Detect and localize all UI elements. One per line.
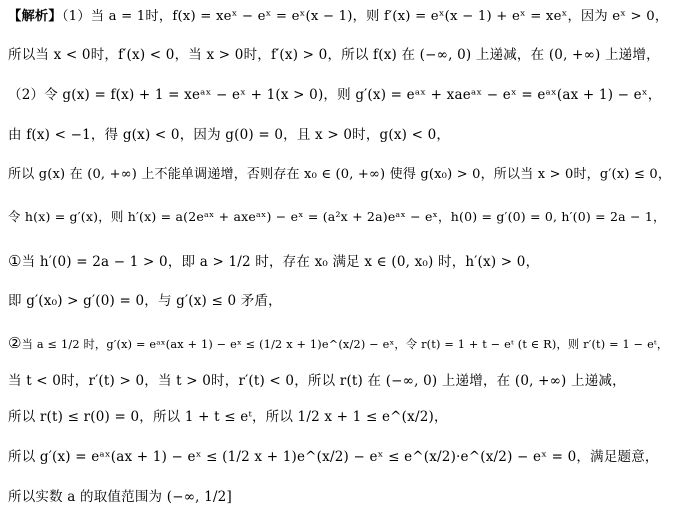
solution-text: 所以当 x < 0时，f′(x) < 0，当 x > 0时，f′(x) > 0，所以 f(x) 在 (−∞, 0) 上递减，在 (0, +∞) 上递增， bbox=[8, 47, 660, 63]
solution-line-13 bbox=[8, 488, 677, 506]
solution-text: 由 f(x) < −1，得 g(x) < 0，因为 g(0) = 0，且 x > 0时，g(x) < 0， bbox=[8, 127, 451, 143]
solution-line-9 bbox=[8, 334, 677, 354]
solution-line-5 bbox=[8, 166, 677, 184]
solution-text: 所以 g′(x) = eᵃˣ(ax + 1) − eˣ ≤ (1/2 x + 1)e^(x/2) − eˣ ≤ e^(x/2)·e^(x/2) − eˣ = 0，满足题意， bbox=[8, 449, 659, 465]
solution-text: （2）令 g(x) = f(x) + 1 = xeᵃˣ − eˣ + 1(x > 0)，则 g′(x) = eᵃˣ + xaeᵃˣ − eˣ = eᵃˣ(ax + 1) − eˣ， bbox=[8, 87, 662, 103]
solution-text: 当 h′(0) = 2a − 1 > 0，即 a > 1/2 时，存在 x₀ 满足 x ∈ (0, x₀) 时，h′(x) > 0， bbox=[21, 254, 540, 270]
solution-text: 令 h(x) = g′(x)，则 h′(x) = a(2eᵃˣ + axeᵃˣ) − eˣ = (a²x + 2a)eᵃˣ − eˣ，h(0) = g′(0) = 0, h′(0) = 2a − 1， bbox=[8, 209, 666, 224]
solution-line-7 bbox=[8, 252, 677, 271]
solution-line-10 bbox=[8, 372, 677, 390]
solution-text: 当 a ≤ 1/2 时，g′(x) = eᵃˣ(ax + 1) − eˣ ≤ (1/2 x + 1)e^(x/2) − eˣ，令 r(t) = 1 + t − eᵗ (t ∈ R)，则 r′(t) = 1 − eᵗ， bbox=[21, 338, 669, 351]
solution-text: 即 g′(x₀) > g′(0) = 0，与 g′(x) ≤ 0 矛盾， bbox=[8, 293, 282, 309]
solution-line-4 bbox=[8, 126, 677, 144]
solution-text: 所以 r(t) ≤ r(0) = 0，所以 1 + t ≤ eᵗ，所以 1/2 x + 1 ≤ e^(x/2)， bbox=[8, 409, 448, 425]
solution-line-3 bbox=[8, 86, 677, 104]
solution-line-6 bbox=[8, 208, 677, 226]
solution-text: 当 t < 0时，r′(t) > 0，当 t > 0时，r′(t) < 0，所以 r(t) 在 (−∞, 0) 上递增，在 (0, +∞) 上递减， bbox=[8, 373, 626, 389]
case-2-marker: ② bbox=[8, 334, 22, 352]
solution-line-12 bbox=[8, 448, 677, 466]
solution-text: 所以 g(x) 在 (0, +∞) 上不能单调递增，否则存在 x₀ ∈ (0, +∞) 使得 g(x₀) > 0，所以当 x > 0时，g′(x) ≤ 0， bbox=[8, 167, 672, 182]
solution-line-1 bbox=[8, 8, 677, 26]
solution-line-2 bbox=[8, 46, 677, 64]
solution-line-8 bbox=[8, 292, 677, 310]
solution-text: 所以实数 a 的取值范围为 (−∞, 1/2] bbox=[8, 489, 232, 505]
solution-line-11 bbox=[8, 408, 677, 426]
analysis-label: 【解析】 bbox=[8, 9, 62, 24]
case-1-marker: ① bbox=[8, 252, 22, 270]
solution-text: （1）当 a = 1时，f(x) = xeˣ − eˣ = eˣ(x − 1)，则 f′(x) = eˣ(x − 1) + eˣ = xeˣ，因为 eˣ > 0， bbox=[61, 9, 669, 24]
